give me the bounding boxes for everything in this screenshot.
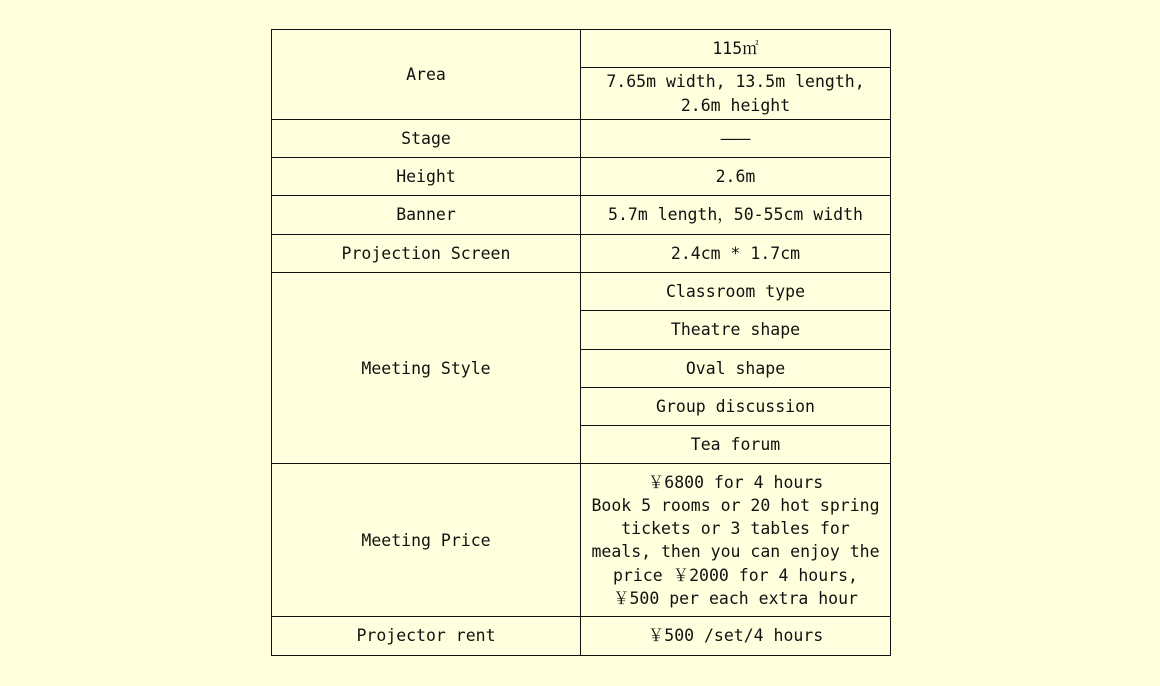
meeting-style-option: Group discussion: [581, 387, 891, 425]
meeting-price-label: Meeting Price: [272, 464, 581, 617]
area-label: Area: [272, 30, 581, 120]
height-value: 2.6m: [581, 158, 891, 196]
projection-screen-label: Projection Screen: [272, 234, 581, 272]
table-row: [272, 196, 891, 234]
table-row: [272, 464, 891, 617]
banner-label: Banner: [272, 196, 581, 234]
table-row: [272, 234, 891, 272]
area-size-value: 115㎡: [581, 30, 891, 68]
stage-value: ———: [581, 119, 891, 157]
meeting-style-option: Tea forum: [581, 426, 891, 464]
table-row: [272, 119, 891, 157]
meeting-style-label: Meeting Style: [272, 272, 581, 463]
stage-label: Stage: [272, 119, 581, 157]
table-row: [272, 30, 891, 68]
projector-rent-value: ￥500 /set/4 hours: [581, 617, 891, 655]
meeting-price-offer: Book 5 rooms or 20 hot spring tickets or 3 tables for meals, then you can enjoy the price ￥2000 for 4 hours, ￥500 per each extra hour: [591, 495, 880, 609]
area-dimensions-value: 7.65m width, 13.5m length, 2.6m height: [581, 68, 891, 120]
meeting-style-option: Theatre shape: [581, 311, 891, 349]
venue-spec-table: [271, 29, 891, 656]
banner-value: 5.7m length，50-55cm width: [581, 196, 891, 234]
projection-screen-value: 2.4cm * 1.7cm: [581, 234, 891, 272]
table-row: [272, 158, 891, 196]
height-label: Height: [272, 158, 581, 196]
table-row: [272, 272, 891, 310]
projector-rent-label: Projector rent: [272, 617, 581, 655]
table-row: [272, 617, 891, 655]
meeting-price-base: ￥6800 for 4 hours: [647, 472, 824, 492]
meeting-style-option: Oval shape: [581, 349, 891, 387]
meeting-price-value: [581, 464, 891, 617]
meeting-style-option: Classroom type: [581, 272, 891, 310]
